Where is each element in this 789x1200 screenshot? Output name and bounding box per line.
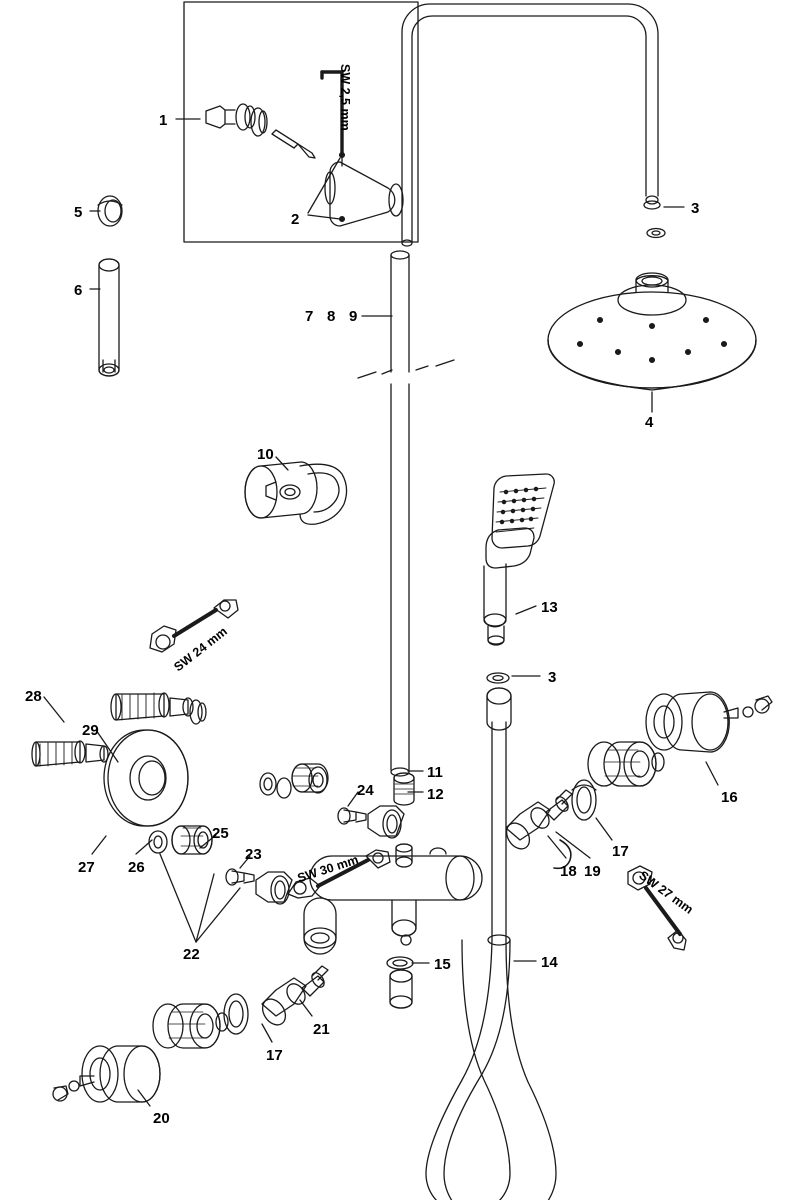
part-3-washer-mid [487, 673, 509, 683]
parts-7-8-9-riser-pipe [358, 251, 454, 776]
part-25-sleeve [172, 826, 212, 854]
part-label-11: 11 [427, 764, 443, 781]
part-label-1: 1 [159, 112, 168, 129]
part-label-5: 5 [74, 204, 83, 221]
part-14-shower-hose [426, 688, 556, 1200]
hose-nut-lower [390, 970, 412, 1008]
part-label-3-mid: 3 [548, 669, 557, 686]
part-4-overhead-shower [548, 273, 756, 390]
part-label-26: 26 [128, 859, 145, 876]
parts-18-19-cartridge [502, 790, 572, 868]
leader-28 [44, 697, 64, 722]
part-27-escutcheon [104, 730, 188, 826]
part-label-29: 29 [82, 722, 99, 739]
part-label-22: 22 [183, 946, 200, 963]
part-10-holder [245, 462, 347, 524]
part-1-screw-assembly [206, 104, 315, 158]
part-label-25: 25 [212, 825, 229, 842]
part-24-screw [338, 808, 366, 824]
parts-11-12-sleeve [394, 773, 414, 805]
part-label-3-top: 3 [691, 200, 700, 217]
part-label-23: 23 [245, 846, 262, 863]
part-16-sleeve-left [588, 742, 664, 786]
hex-nut-upper [368, 806, 404, 838]
leader-20 [138, 1090, 150, 1106]
part-label-19: 19 [584, 863, 601, 880]
part-label-13: 13 [541, 599, 558, 616]
part-23-screw [226, 869, 254, 885]
part-label-24: 24 [357, 782, 374, 799]
tool-label-sw-24mm: SW 24 mm [171, 624, 230, 675]
leader-27 [92, 836, 106, 854]
part-28-s-union [32, 741, 108, 766]
part-6-extension-pipe [99, 259, 119, 376]
part-17-ring-right [572, 780, 596, 820]
part-5-ring [98, 196, 122, 226]
tool-label-sw-2-5mm: SW 2,5 mm [338, 64, 352, 131]
part-label-2: 2 [291, 211, 300, 228]
leader-17a [596, 818, 612, 840]
part-label-14: 14 [541, 954, 558, 971]
leader-2b [308, 215, 340, 219]
part-label-20: 20 [153, 1110, 170, 1127]
detail-box [184, 2, 418, 242]
part-label-9: 9 [349, 308, 358, 325]
part-label-17-left: 17 [266, 1047, 283, 1064]
part-label-12: 12 [427, 786, 444, 803]
part-label-8: 8 [327, 308, 336, 325]
shower-arm [402, 4, 660, 246]
part-label-4: 4 [645, 414, 654, 431]
leader-22b [160, 854, 196, 942]
leader-19 [556, 832, 590, 858]
part-21-cartridge [258, 966, 328, 1029]
escutcheon-right-parts [260, 764, 328, 798]
part-label-16: 16 [721, 789, 738, 806]
leader-13 [516, 606, 536, 614]
part-label-21: 21 [313, 1021, 330, 1038]
part-label-18: 18 [560, 863, 577, 880]
part-15-washer [387, 957, 413, 969]
part-label-7: 7 [305, 308, 314, 325]
part-label-27: 27 [78, 859, 95, 876]
part-20-handle [53, 1046, 160, 1102]
leader-21 [300, 1000, 312, 1016]
tool-label-sw-30mm: SW 30 mm [295, 852, 361, 886]
part-3-washer-top [647, 229, 665, 238]
leader-16 [706, 762, 718, 785]
part-16-handle [646, 692, 772, 752]
leader-18 [548, 836, 566, 858]
part-label-15: 15 [434, 956, 451, 973]
part-20-sleeve [153, 994, 248, 1048]
hex-nut-lower [256, 872, 292, 904]
part-label-6: 6 [74, 282, 83, 299]
part-label-28: 28 [25, 688, 42, 705]
part-13-hand-shower [484, 474, 554, 645]
part-29-union-nut [111, 693, 206, 724]
part-label-10: 10 [257, 446, 274, 463]
part-label-17-right: 17 [612, 843, 629, 860]
tool-label-sw-27mm: SW 27 mm [636, 868, 696, 917]
leader-17b [262, 1024, 272, 1042]
part-26-washer [149, 831, 167, 853]
